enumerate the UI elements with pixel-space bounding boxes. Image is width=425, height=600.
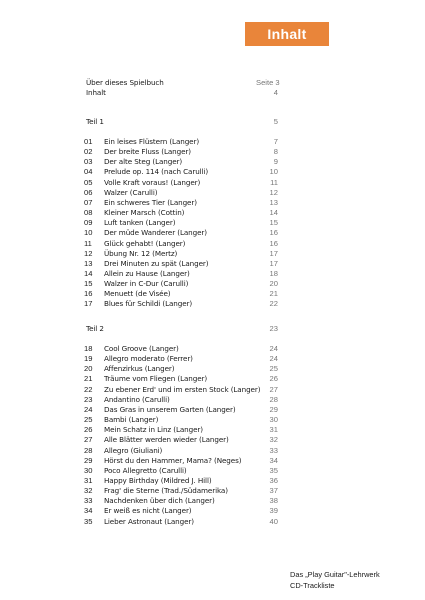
toc-entry: [84, 289, 278, 299]
toc-entry: [84, 506, 278, 516]
toc-entry: [84, 425, 278, 435]
track-number: 12: [84, 248, 93, 258]
page-number: 15: [269, 218, 278, 228]
section-heading-teil-2: [84, 324, 278, 334]
page-number: 21: [269, 289, 278, 299]
page-number: 36: [269, 475, 278, 485]
toc-entry: [84, 208, 278, 218]
page-number: Seite 3: [256, 78, 280, 87]
track-title: Blues für Schildi (Langer): [104, 299, 193, 309]
track-title: Träume vom Fliegen (Langer): [104, 374, 208, 384]
page-number: 39: [269, 506, 278, 516]
track-title: Der alte Steg (Langer): [104, 157, 183, 167]
page-number: 27: [269, 384, 278, 394]
page-number: 8: [273, 147, 278, 157]
page-number: 9: [273, 157, 278, 167]
toc-entry: [84, 147, 278, 157]
toc-entry: [84, 354, 278, 364]
toc-entry: [84, 299, 278, 309]
track-number: 30: [84, 465, 93, 475]
track-number: 02: [84, 147, 93, 157]
track-title: Der breite Fluss (Langer): [104, 147, 191, 157]
toc-entry: [84, 218, 278, 228]
page-number: 25: [269, 364, 278, 374]
page-number: 23: [269, 324, 278, 333]
page-number: 34: [269, 455, 278, 465]
track-number: 06: [84, 187, 93, 197]
page-number: 35: [269, 465, 278, 475]
footer-line-2: CD-Trackliste: [290, 581, 335, 590]
track-number: 03: [84, 157, 93, 167]
toc-entry: [84, 476, 278, 486]
toc-entry: [84, 435, 278, 445]
page-number: 17: [269, 248, 278, 258]
footer-line-1: Das „Play Guitar"-Lehrwerk: [290, 570, 380, 579]
section-label: Teil 1: [86, 117, 104, 126]
track-number: 13: [84, 258, 93, 268]
page-number: 33: [269, 445, 278, 455]
track-number: 23: [84, 394, 93, 404]
track-number: 32: [84, 486, 93, 496]
track-title: Alle Blätter werden wieder (Langer): [104, 435, 229, 445]
toc-entry: [84, 415, 278, 425]
track-title: Nachdenken über dich (Langer): [104, 496, 215, 506]
track-title: Walzer (Carulli): [104, 187, 158, 197]
toc-entry: [84, 456, 278, 466]
toc-entry-foreword: [84, 78, 278, 88]
toc-entry: [84, 178, 278, 188]
track-title: Inhalt: [86, 88, 106, 97]
page-number: 7: [273, 137, 278, 146]
page-number: 16: [269, 228, 278, 238]
track-title: Bambi (Langer): [104, 415, 159, 425]
toc-entry: [84, 496, 278, 506]
toc-entry: [84, 249, 278, 259]
track-title: Hörst du den Hammer, Mama? (Neges): [104, 455, 242, 465]
toc-entry: [84, 228, 278, 238]
page-number: 11: [270, 177, 278, 187]
track-title: Menuett (de Visée): [104, 289, 171, 299]
track-title: Über dieses Spielbuch: [86, 78, 164, 87]
track-number: 35: [84, 516, 93, 526]
page-number: 4: [273, 88, 278, 97]
page-number: 40: [269, 516, 278, 526]
track-number: 31: [84, 475, 93, 485]
toc-entry: [84, 466, 278, 476]
track-number: 11: [84, 238, 92, 248]
page-number: 24: [269, 354, 278, 364]
track-number: 25: [84, 415, 93, 425]
track-number: 29: [84, 455, 93, 465]
track-number: 28: [84, 445, 93, 455]
page-number: 31: [269, 425, 278, 435]
track-number: 26: [84, 425, 93, 435]
track-title: Glück gehabt! (Langer): [104, 238, 186, 248]
toc-entry: [84, 405, 278, 415]
track-number: 20: [84, 364, 93, 374]
track-number: 10: [84, 228, 93, 238]
track-number: 16: [84, 289, 93, 299]
track-number: 15: [84, 279, 93, 289]
toc-entry: [84, 198, 278, 208]
track-number: 09: [84, 218, 93, 228]
page-number: 18: [269, 268, 278, 278]
track-number: 08: [84, 208, 93, 218]
toc-entry: [84, 486, 278, 496]
track-number: 18: [84, 344, 93, 353]
track-title: Frag' die Sterne (Trad./Südamerika): [104, 486, 228, 496]
track-title: Volle Kraft voraus! (Langer): [104, 177, 201, 187]
track-title: Affenzirkus (Langer): [104, 364, 175, 374]
track-title: Ein leises Flüstern (Langer): [104, 137, 200, 146]
track-title: Allegro moderato (Ferrer): [104, 354, 193, 364]
track-title: Andantino (Carulli): [104, 394, 170, 404]
toc-entry: [84, 344, 278, 354]
page-number: 5: [273, 117, 278, 126]
track-number: 17: [84, 299, 93, 309]
track-number: 24: [84, 404, 93, 414]
track-title: Er weiß es nicht (Langer): [104, 506, 192, 516]
toc-entry: [84, 239, 278, 249]
section-heading-teil-1: [84, 117, 278, 127]
track-number: 14: [84, 268, 93, 278]
toc-entry: [84, 167, 278, 177]
page-number: 16: [269, 238, 278, 248]
page-number: 20: [269, 279, 278, 289]
toc-entry-contents: [84, 88, 278, 98]
track-title: Happy Birthday (Mildred J. Hill): [104, 475, 212, 485]
page-number: 22: [269, 299, 278, 309]
track-number: 21: [84, 374, 93, 384]
track-number: 01: [84, 137, 93, 146]
page-number: 37: [269, 486, 278, 496]
page-number: 24: [269, 344, 278, 353]
track-title: Mein Schatz in Linz (Langer): [104, 425, 203, 435]
toc-entry: [84, 364, 278, 374]
page-number: 32: [269, 435, 278, 445]
track-title: Prelude op. 114 (nach Carulli): [104, 167, 209, 177]
track-title: Allein zu Hause (Langer): [104, 268, 190, 278]
page-number: 30: [269, 415, 278, 425]
toc-entry: [84, 385, 278, 395]
track-number: 33: [84, 496, 93, 506]
track-number: 19: [84, 354, 93, 364]
page-number: 26: [269, 374, 278, 384]
track-title: Poco Allegretto (Carulli): [104, 465, 187, 475]
toc-entry: [84, 374, 278, 384]
track-title: Ein schweres Tier (Langer): [104, 197, 197, 207]
track-title: Zu ebener Erd' und im ersten Stock (Langer): [104, 384, 261, 394]
page-number: 13: [269, 197, 278, 207]
page-number: 10: [269, 167, 278, 177]
track-title: Walzer in C-Dur (Carulli): [104, 279, 189, 289]
page-number: 17: [269, 258, 278, 268]
track-title: Übung Nr. 12 (Mertz): [104, 248, 178, 258]
track-number: 27: [84, 435, 93, 445]
page-number: 14: [269, 208, 278, 218]
toc-entry: [84, 446, 278, 456]
section-label: Teil 2: [86, 324, 104, 333]
track-number: 34: [84, 506, 93, 516]
track-title: Cool Groove (Langer): [104, 344, 179, 353]
track-number: 07: [84, 197, 93, 207]
track-title: Das Gras in unserem Garten (Langer): [104, 404, 236, 414]
page-number: 12: [269, 187, 278, 197]
toc-entry: [84, 259, 278, 269]
page-title: Inhalt: [245, 22, 329, 46]
track-title: Luft tanken (Langer): [104, 218, 176, 228]
page-number: 28: [269, 394, 278, 404]
track-title: Drei Minuten zu spät (Langer): [104, 258, 209, 268]
track-number: 04: [84, 167, 93, 177]
track-number: 22: [84, 384, 93, 394]
track-title: Lieber Astronaut (Langer): [104, 516, 194, 526]
toc-entry: [84, 517, 278, 527]
toc-entry: [84, 395, 278, 405]
toc-entry: [84, 269, 278, 279]
track-title: Allegro (Giuliani): [104, 445, 163, 455]
toc-entry: [84, 157, 278, 167]
track-title: Der müde Wanderer (Langer): [104, 228, 207, 238]
toc-entry: [84, 137, 278, 147]
toc-entry: [84, 188, 278, 198]
track-number: 05: [84, 177, 93, 187]
toc-entry: [84, 279, 278, 289]
page-number: 29: [269, 404, 278, 414]
page-number: 38: [269, 496, 278, 506]
track-title: Kleiner Marsch (Cottin): [104, 208, 185, 218]
